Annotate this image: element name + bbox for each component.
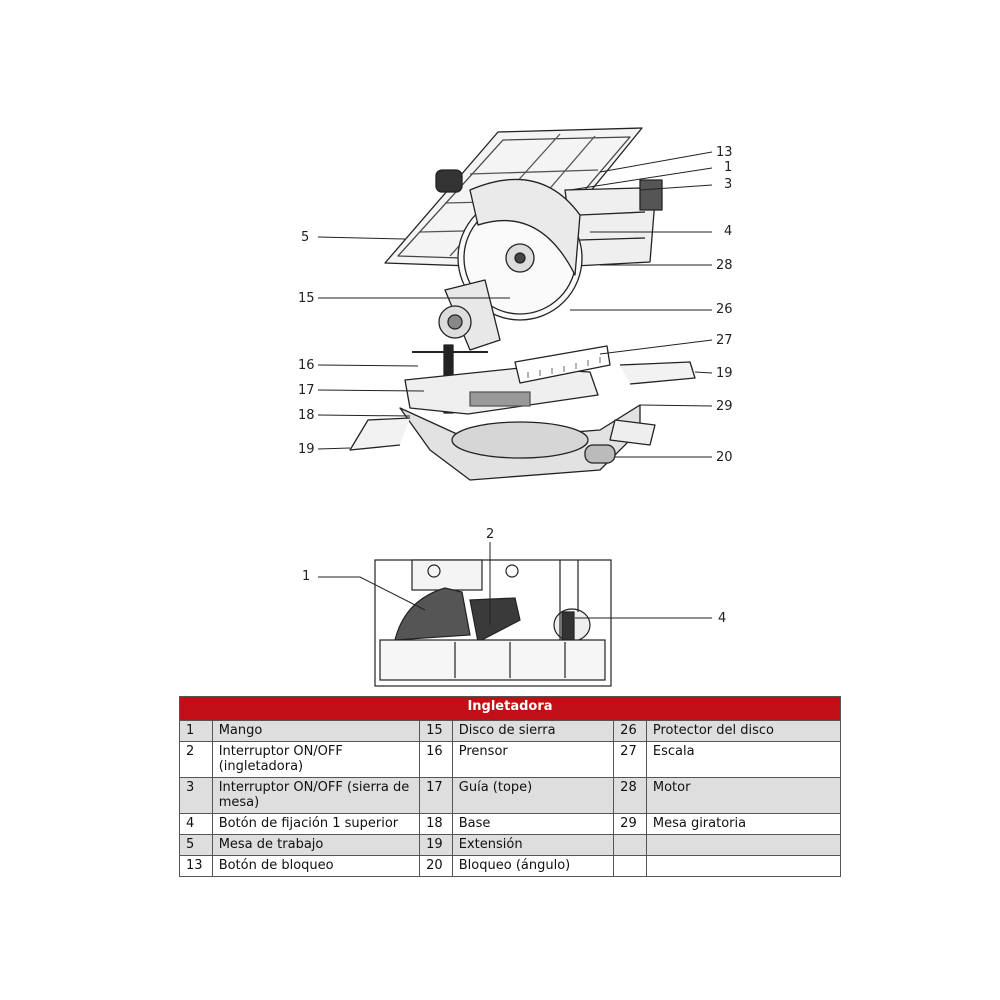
part-number: 29 [614, 814, 647, 835]
part-number: 27 [614, 742, 647, 778]
callout-20: 20 [716, 450, 733, 465]
parts-table [179, 696, 841, 877]
part-number: 13 [180, 856, 213, 877]
callout-29: 29 [716, 399, 733, 414]
callout-19-right: 19 [716, 366, 733, 381]
detail-callout-4: 4 [718, 611, 727, 626]
part-name: Interruptor ON/OFF (sierra de mesa) [212, 778, 419, 814]
callout-13: 13 [716, 145, 733, 160]
callout-1: 1 [724, 160, 733, 175]
part-name: Mesa giratoria [646, 814, 840, 835]
part-number: 18 [420, 814, 453, 835]
part-name: Interruptor ON/OFF (ingletadora) [212, 742, 419, 778]
part-name: Base [452, 814, 613, 835]
table-row [180, 742, 841, 778]
part-name: Prensor [452, 742, 613, 778]
callout-17: 17 [298, 383, 315, 398]
part-name: Mango [212, 721, 419, 742]
part-name: Botón de fijación 1 superior [212, 814, 419, 835]
part-number [614, 856, 647, 877]
table-title: Ingletadora [180, 697, 841, 721]
part-number: 15 [420, 721, 453, 742]
part-number: 4 [180, 814, 213, 835]
table-row [180, 835, 841, 856]
callout-27: 27 [716, 333, 733, 348]
part-number: 5 [180, 835, 213, 856]
part-number: 2 [180, 742, 213, 778]
part-name: Protector del disco [646, 721, 840, 742]
callout-15: 15 [298, 291, 315, 306]
callout-26: 26 [716, 302, 733, 317]
part-number: 17 [420, 778, 453, 814]
table-row [180, 778, 841, 814]
part-name: Motor [646, 778, 840, 814]
detail-callout-2: 2 [486, 527, 495, 542]
part-name: Botón de bloqueo [212, 856, 419, 877]
callout-18: 18 [298, 408, 315, 423]
part-name: Extensión [452, 835, 613, 856]
part-number: 1 [180, 721, 213, 742]
part-number: 16 [420, 742, 453, 778]
callout-3: 3 [724, 177, 733, 192]
part-number: 20 [420, 856, 453, 877]
table-header-row [180, 697, 841, 721]
table-row [180, 856, 841, 877]
part-number: 3 [180, 778, 213, 814]
callout-16: 16 [298, 358, 315, 373]
part-number [614, 835, 647, 856]
callout-28: 28 [716, 258, 733, 273]
part-name [646, 856, 840, 877]
part-name: Guía (tope) [452, 778, 613, 814]
part-number: 28 [614, 778, 647, 814]
table-row [180, 721, 841, 742]
callout-4: 4 [724, 224, 733, 239]
part-name: Bloqueo (ángulo) [452, 856, 613, 877]
part-name: Disco de sierra [452, 721, 613, 742]
callout-5: 5 [301, 230, 310, 245]
part-name: Escala [646, 742, 840, 778]
callout-19-left: 19 [298, 442, 315, 457]
part-number: 26 [614, 721, 647, 742]
table-row [180, 814, 841, 835]
part-number: 19 [420, 835, 453, 856]
part-name: Mesa de trabajo [212, 835, 419, 856]
part-name [646, 835, 840, 856]
detail-callout-1: 1 [302, 569, 311, 584]
